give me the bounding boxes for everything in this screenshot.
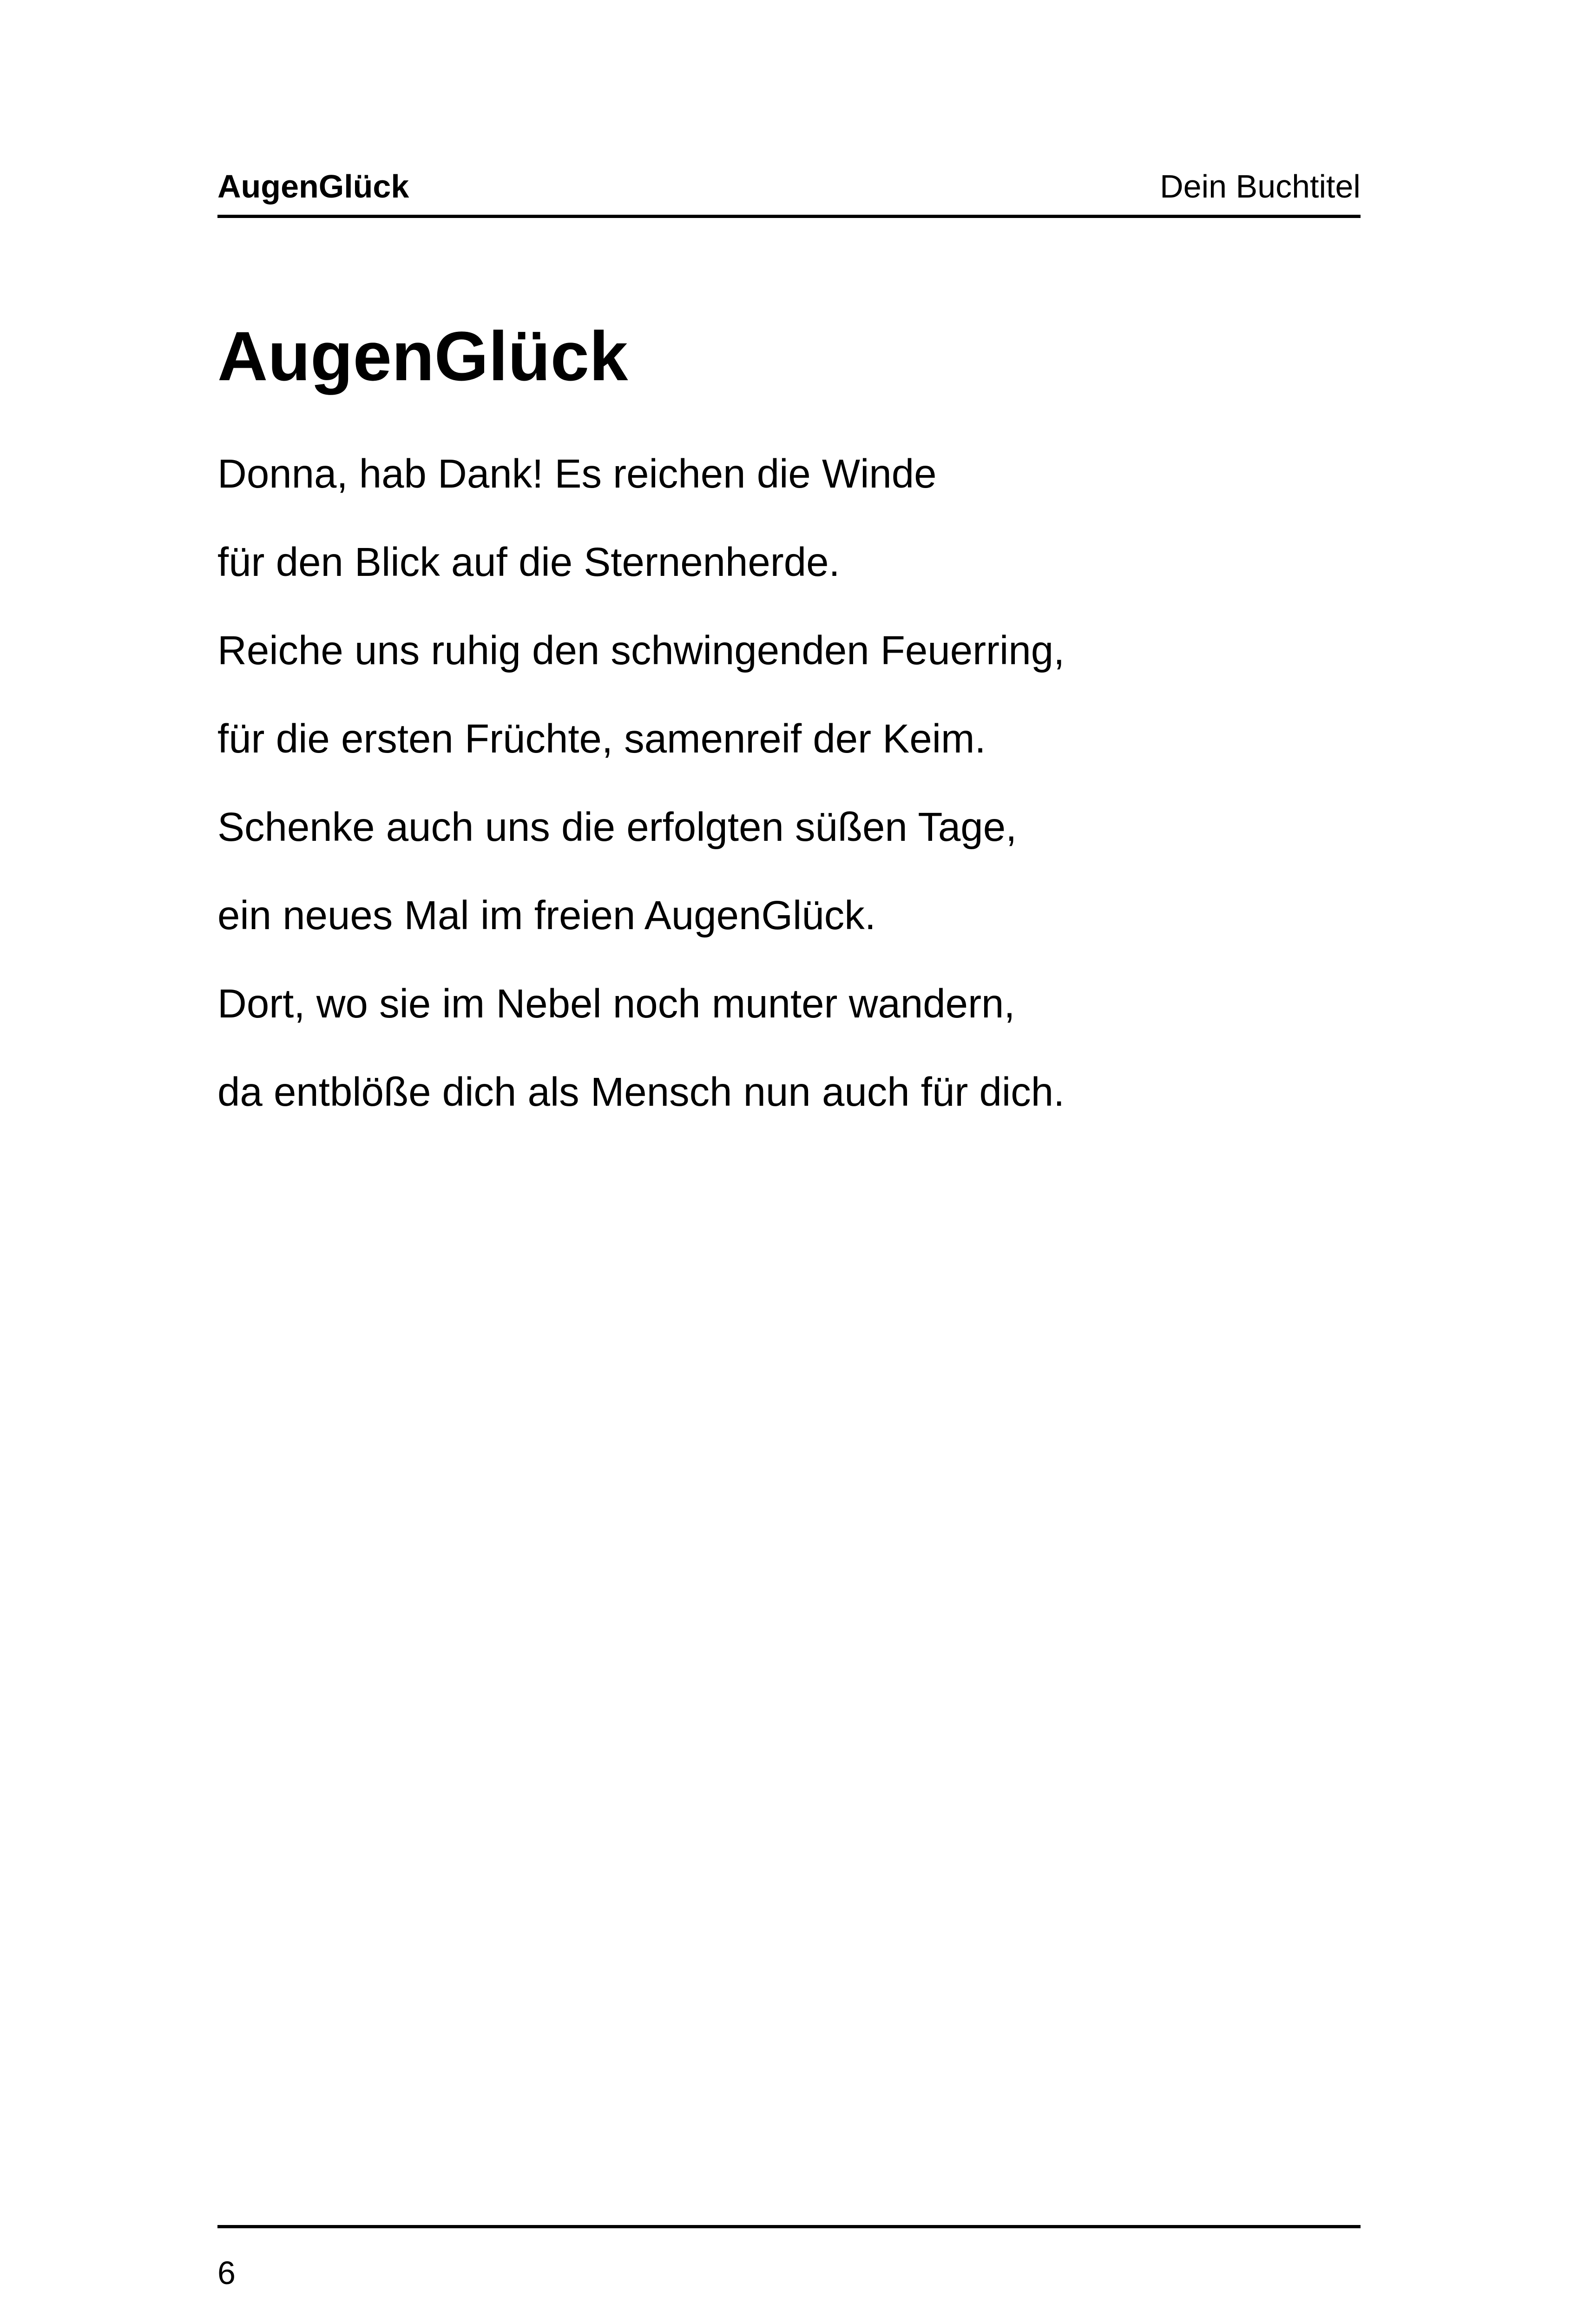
- poem-line: für den Blick auf die Sternenherde.: [217, 540, 840, 585]
- page-number: 6: [217, 2255, 236, 2291]
- header-chapter-title: AugenGlück: [217, 168, 409, 205]
- poem-line: ein neues Mal im freien AugenGlück.: [217, 893, 876, 938]
- header-book-title: Dein Buchtitel: [1160, 168, 1361, 205]
- poem-line: für die ersten Früchte, samenreif der Keim.: [217, 716, 986, 761]
- footer-divider: [217, 2225, 1361, 2228]
- running-header: [217, 164, 1361, 218]
- poem-body: [217, 430, 1065, 1136]
- poem-line: Reiche uns ruhig den schwingenden Feuerring,: [217, 628, 1065, 673]
- poem-line: Schenke auch uns die erfolgten süßen Tage,: [217, 805, 1017, 850]
- poem-line: da entblöße dich als Mensch nun auch für dich.: [217, 1070, 1065, 1115]
- poem-line: Donna, hab Dank! Es reichen die Winde: [217, 451, 937, 496]
- poem-title: AugenGlück: [217, 317, 628, 395]
- poem-line: Dort, wo sie im Nebel noch munter wandern,: [217, 981, 1015, 1026]
